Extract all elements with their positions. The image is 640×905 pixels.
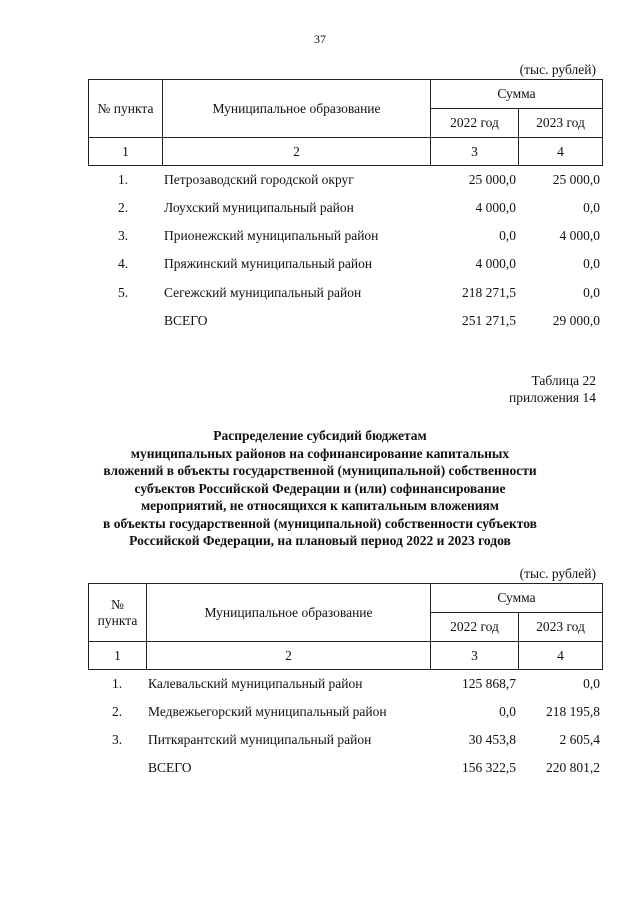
total-value-2022: 251 271,5 <box>462 313 516 328</box>
row-name: Лоухский муниципальный район <box>164 200 354 215</box>
table2-header-no <box>89 584 147 642</box>
row-value-2022: 30 453,8 <box>468 732 516 747</box>
row-number: 2. <box>112 704 123 719</box>
row-value-2023: 0,0 <box>583 676 600 691</box>
row-value-2023: 0,0 <box>583 256 600 271</box>
total-value-2022: 156 322,5 <box>462 760 516 775</box>
row-value-2022: 25 000,0 <box>468 172 516 187</box>
row-number: 2. <box>118 200 129 215</box>
row-number: 1. <box>112 676 123 691</box>
table2-unit: (тыс. рублей) <box>519 566 596 581</box>
row-value-2022: 0,0 <box>499 228 516 243</box>
page-number: 37 <box>314 32 326 46</box>
table2-header-name: Муниципальное образование <box>147 584 431 642</box>
table2-index-4: 4 <box>519 642 603 670</box>
table1-index-3: 3 <box>431 138 519 166</box>
row-name: Петрозаводский городской округ <box>164 172 354 187</box>
table2-header-sum: Сумма <box>431 584 603 613</box>
row-value-2023: 2 605,4 <box>559 732 600 747</box>
row-value-2022: 218 271,5 <box>462 285 516 300</box>
row-number: 1. <box>118 172 129 187</box>
row-name: Пряжинский муниципальный район <box>164 256 373 271</box>
title-line: субъектов Российской Федерации и (или) софинансирование <box>134 480 506 496</box>
row-number: 5. <box>118 285 129 300</box>
table1-header-name: Муниципальное образование <box>163 80 431 138</box>
table2-index-2: 2 <box>147 642 431 670</box>
title-line: вложений в объекты государственной (муниципальной) собственности <box>103 463 537 478</box>
row-name: Питкярантский муниципальный район <box>148 732 372 747</box>
row-name: Сегежский муниципальный район <box>164 285 362 300</box>
total-label: ВСЕГО <box>164 313 208 328</box>
table1-index-2: 2 <box>163 138 431 166</box>
row-value-2023: 25 000,0 <box>552 172 600 187</box>
row-number: 4. <box>118 256 129 271</box>
table-row <box>0 200 640 220</box>
table1-header-sum: Сумма <box>431 80 603 109</box>
table-row <box>0 704 640 724</box>
table1-index-4: 4 <box>519 138 603 166</box>
section-title <box>60 427 580 550</box>
row-name: Прионежский муниципальный район <box>164 228 379 243</box>
row-value-2023: 0,0 <box>583 285 600 300</box>
table-row <box>0 732 640 752</box>
table-total-row <box>0 760 640 780</box>
table-total-row <box>0 313 640 333</box>
row-value-2022: 4 000,0 <box>475 256 516 271</box>
title-line: муниципальных районов на софинансирование капитальных <box>130 445 510 461</box>
total-label: ВСЕГО <box>148 760 192 775</box>
table2-header-2023: 2023 год <box>519 613 603 642</box>
row-number: 3. <box>118 228 129 243</box>
title-line: Распределение субсидий бюджетам <box>213 428 427 443</box>
table2-header-2022: 2022 год <box>431 613 519 642</box>
table-caption-line1: Таблица 22 <box>531 373 596 388</box>
table1-index-1: 1 <box>89 138 163 166</box>
title-line: в объекты государственной (муниципальной) собственности субъектов <box>103 515 537 531</box>
table2-header <box>88 583 603 670</box>
total-value-2023: 220 801,2 <box>546 760 600 775</box>
table2-index-1: 1 <box>89 642 147 670</box>
total-value-2023: 29 000,0 <box>552 313 600 328</box>
row-value-2023: 0,0 <box>583 200 600 215</box>
table-row <box>0 228 640 248</box>
table-caption <box>509 372 596 406</box>
row-name: Калевальский муниципальный район <box>148 676 363 691</box>
table-row <box>0 256 640 276</box>
table2-header-no-line2: пункта <box>97 612 138 628</box>
table-row <box>0 676 640 696</box>
table1-header <box>88 79 603 166</box>
row-value-2023: 4 000,0 <box>559 228 600 243</box>
table1-header-2022: 2022 год <box>431 109 519 138</box>
table1-header-no: № пункта <box>89 80 163 138</box>
table2-header-no-line1: № <box>111 596 124 612</box>
row-number: 3. <box>112 732 123 747</box>
row-value-2022: 4 000,0 <box>475 200 516 215</box>
table-caption-line2: приложения 14 <box>508 390 596 405</box>
table1-unit: (тыс. рублей) <box>519 62 596 77</box>
title-line: мероприятий, не относящихся к капитальным вложениям <box>140 498 499 513</box>
table1-header-2023: 2023 год <box>519 109 603 138</box>
table-row <box>0 285 640 305</box>
row-value-2023: 218 195,8 <box>546 704 600 719</box>
table2-index-3: 3 <box>431 642 519 670</box>
title-line: Российской Федерации, на плановый период 2022 и 2023 годов <box>129 533 511 548</box>
table-row <box>0 172 640 192</box>
row-value-2022: 125 868,7 <box>462 676 516 691</box>
row-name: Медвежьегорский муниципальный район <box>148 704 387 719</box>
row-value-2022: 0,0 <box>499 704 516 719</box>
